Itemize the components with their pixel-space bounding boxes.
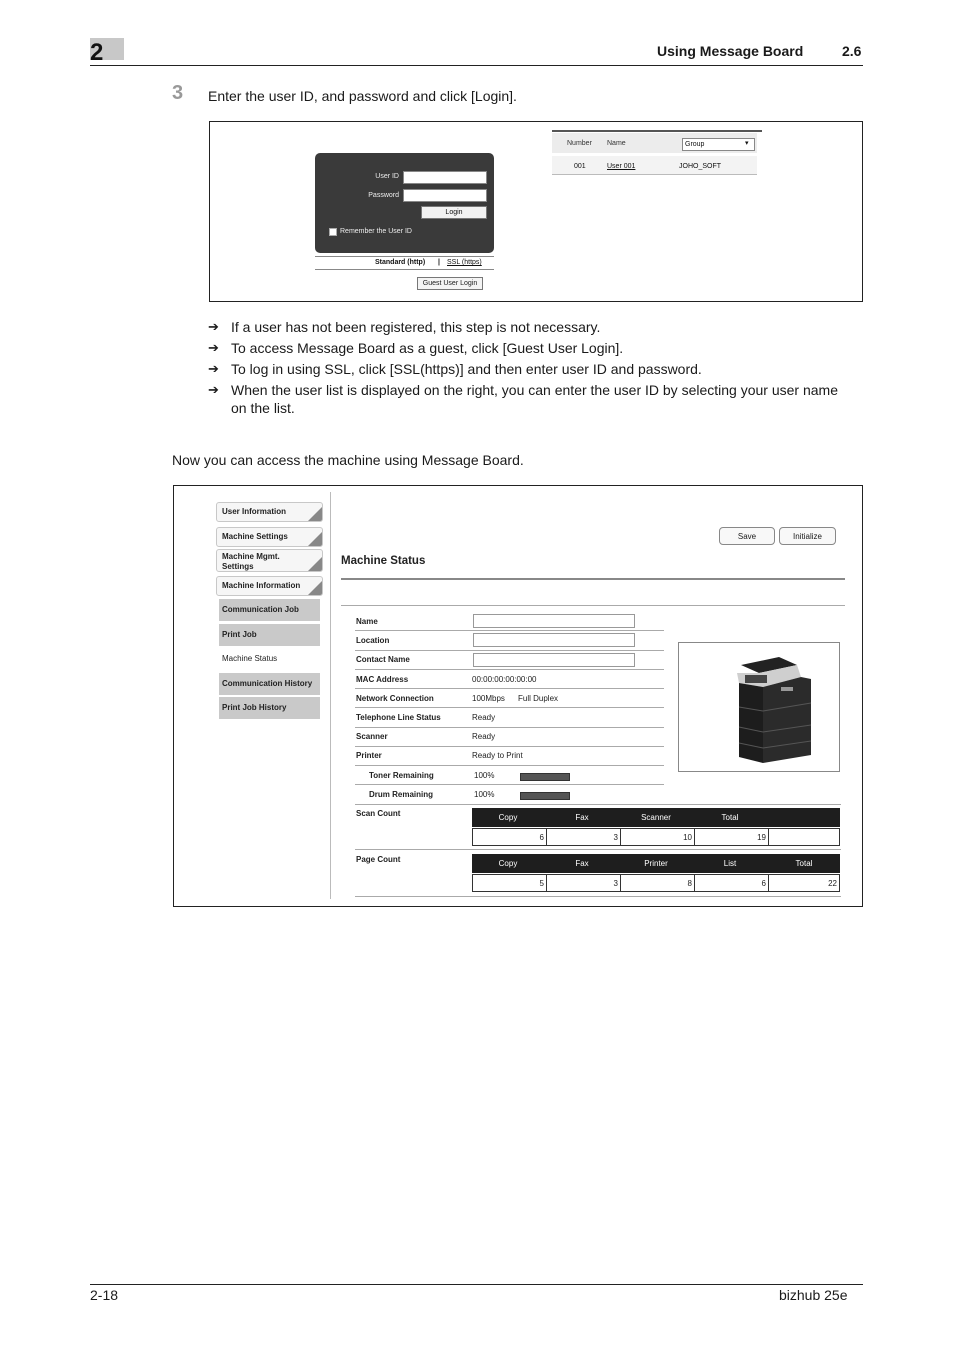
corner-triangle-icon xyxy=(308,507,322,521)
telephone-line-label: Telephone Line Status xyxy=(356,713,441,722)
scan-count-values xyxy=(472,828,840,846)
scan-count-header xyxy=(472,808,840,827)
page-count-header-copy: Copy xyxy=(498,859,518,868)
page-count-printer-value: 8 xyxy=(621,875,695,891)
header-rule xyxy=(90,65,863,66)
note-1: If a user has not been registered, this step is not necessary. xyxy=(231,319,601,335)
intro-text: Now you can access the machine using Message Board. xyxy=(172,452,524,468)
multifunction-printer-icon xyxy=(679,643,839,771)
nav-tab-label: Machine Settings xyxy=(222,532,288,541)
page-count-list-value: 6 xyxy=(695,875,769,891)
nav-tab-user-information[interactable] xyxy=(216,502,323,522)
nav-tab-label: Settings xyxy=(222,562,254,571)
name-input[interactable] xyxy=(473,614,635,628)
page-count-fax-value: 3 xyxy=(547,875,621,891)
page-count-copy-value: 5 xyxy=(473,875,547,891)
user-id-input[interactable] xyxy=(403,171,487,184)
arrow-icon: ➔ xyxy=(208,340,219,355)
contact-name-input[interactable] xyxy=(473,653,635,667)
note-4: When the user list is displayed on the right, you can enter the user ID by selecting your user name xyxy=(231,382,838,398)
corner-triangle-icon xyxy=(308,557,322,571)
user-name-link[interactable]: User 001 xyxy=(607,163,636,170)
page-count-values xyxy=(472,874,840,892)
login-panel xyxy=(315,153,494,253)
nav-item-communication-history[interactable]: Communication History xyxy=(219,673,320,695)
page-count-header xyxy=(472,854,840,873)
drum-level-bar xyxy=(520,792,570,800)
toner-remaining-value: 100% xyxy=(474,771,495,780)
toner-remaining-label: Toner Remaining xyxy=(369,771,434,780)
login-screenshot-frame xyxy=(209,121,863,302)
nav-tab-machine-settings[interactable] xyxy=(216,527,323,547)
row-divider xyxy=(355,650,664,651)
nav-tab-machine-information[interactable] xyxy=(216,576,323,596)
network-duplex-value: Full Duplex xyxy=(518,694,559,703)
drum-remaining-label: Drum Remaining xyxy=(369,790,434,799)
network-speed-value: 100Mbps xyxy=(472,694,505,703)
step-number: 3 xyxy=(172,82,184,104)
location-label: Location xyxy=(356,636,390,645)
row-divider xyxy=(355,849,841,850)
scan-count-header-total: Total xyxy=(721,813,739,822)
guest-login-button[interactable]: Guest User Login xyxy=(417,277,483,290)
initialize-button[interactable]: Initialize xyxy=(779,527,836,545)
location-input[interactable] xyxy=(473,633,635,647)
nav-tab-label: Machine Information xyxy=(222,581,301,590)
toner-level-bar xyxy=(520,773,570,781)
nav-item-machine-status[interactable]: Machine Status xyxy=(219,648,320,670)
page-count-header-printer: Printer xyxy=(644,859,668,868)
note-2: To access Message Board as a guest, click [Guest User Login]. xyxy=(231,340,624,356)
scan-count-header-fax: Fax xyxy=(575,813,589,822)
arrow-icon: ➔ xyxy=(208,319,219,334)
login-button[interactable]: Login xyxy=(421,206,487,219)
user-table-topbar xyxy=(552,130,762,132)
nav-item-print-job[interactable]: Print Job xyxy=(219,624,320,646)
scanner-value: Ready xyxy=(472,732,496,741)
title-rule xyxy=(341,578,845,580)
footer-rule xyxy=(90,1284,863,1285)
group-select-label: Group xyxy=(685,141,705,148)
scan-count-header-scanner: Scanner xyxy=(641,813,671,822)
row-divider xyxy=(355,746,664,747)
drum-remaining-value: 100% xyxy=(474,790,495,799)
mac-address-label: MAC Address xyxy=(356,675,409,684)
user-table-name-header: Name xyxy=(607,140,626,147)
scanner-label: Scanner xyxy=(356,732,388,741)
step-instruction: Enter the user ID, and password and click [Login]. xyxy=(208,88,517,104)
product-name: bizhub 25e xyxy=(779,1287,848,1303)
nav-tab-label: User Information xyxy=(222,507,287,516)
section-number: 2.6 xyxy=(842,43,862,59)
note-3: To log in using SSL, click [SSL(https)] and then enter user ID and password. xyxy=(231,361,702,377)
user-group-cell: JOHO_SOFT xyxy=(679,163,722,170)
remember-label: Remember the User ID xyxy=(340,228,412,235)
row-divider xyxy=(355,688,664,689)
link-separator: | xyxy=(438,259,440,266)
printer-label: Printer xyxy=(356,751,382,760)
page-count-total-value: 22 xyxy=(828,879,837,888)
scan-count-copy-value: 6 xyxy=(473,829,547,845)
password-input[interactable] xyxy=(403,189,487,202)
row-divider xyxy=(355,804,841,805)
user-table-number-header: Number xyxy=(567,140,592,147)
contact-name-label: Contact Name xyxy=(356,655,410,664)
chapter-number: 2 xyxy=(90,39,104,66)
row-divider xyxy=(355,707,664,708)
row-divider xyxy=(355,630,664,631)
ssl-https-link[interactable]: SSL (https) xyxy=(447,259,482,266)
name-label: Name xyxy=(356,617,378,626)
printer-value: Ready to Print xyxy=(472,751,523,760)
login-divider-top xyxy=(315,256,494,257)
login-divider-bottom xyxy=(315,269,494,270)
nav-tab-label: Machine Mgmt. xyxy=(222,552,280,561)
row-divider xyxy=(355,896,841,897)
nav-tab-machine-mgmt-settings[interactable] xyxy=(216,549,323,572)
save-button[interactable]: Save xyxy=(719,527,775,545)
scan-count-fax-value: 3 xyxy=(547,829,621,845)
standard-http-link[interactable]: Standard (http) xyxy=(375,259,426,266)
user-id-label: User ID xyxy=(375,173,399,180)
network-connection-label: Network Connection xyxy=(356,694,434,703)
remember-checkbox[interactable] xyxy=(329,228,337,236)
nav-item-communication-job[interactable]: Communication Job xyxy=(219,599,320,621)
page-count-header-total: Total xyxy=(795,859,813,868)
machine-image xyxy=(678,642,840,772)
arrow-icon: ➔ xyxy=(208,382,219,397)
scan-count-total-value: 19 xyxy=(695,829,769,845)
page-number: 2-18 xyxy=(90,1287,119,1303)
note-4-continued: on the list. xyxy=(231,400,295,416)
mac-address-value: 00:00:00:00:00:00 xyxy=(472,675,537,684)
section-title: Using Message Board xyxy=(657,43,804,59)
corner-triangle-icon xyxy=(308,581,322,595)
scan-count-header-copy: Copy xyxy=(498,813,518,822)
content-rule xyxy=(341,605,845,606)
page-count-label: Page Count xyxy=(356,855,401,864)
scan-count-label: Scan Count xyxy=(356,809,401,818)
scan-count-scanner-value: 10 xyxy=(621,829,695,845)
corner-triangle-icon xyxy=(308,532,322,546)
page-title: Machine Status xyxy=(341,555,426,567)
row-divider xyxy=(355,669,664,670)
nav-item-print-job-history[interactable]: Print Job History xyxy=(219,697,320,719)
page-count-header-list: List xyxy=(723,859,737,868)
nav-divider xyxy=(330,492,331,899)
chevron-down-icon: ▾ xyxy=(745,140,749,147)
user-number-cell: 001 xyxy=(574,163,586,170)
row-divider xyxy=(355,727,664,728)
row-divider xyxy=(355,765,664,766)
row-divider xyxy=(355,784,664,785)
page-count-header-fax: Fax xyxy=(575,859,589,868)
password-label: Password xyxy=(368,192,399,199)
telephone-line-value: Ready xyxy=(472,713,496,722)
arrow-icon: ➔ xyxy=(208,361,219,376)
